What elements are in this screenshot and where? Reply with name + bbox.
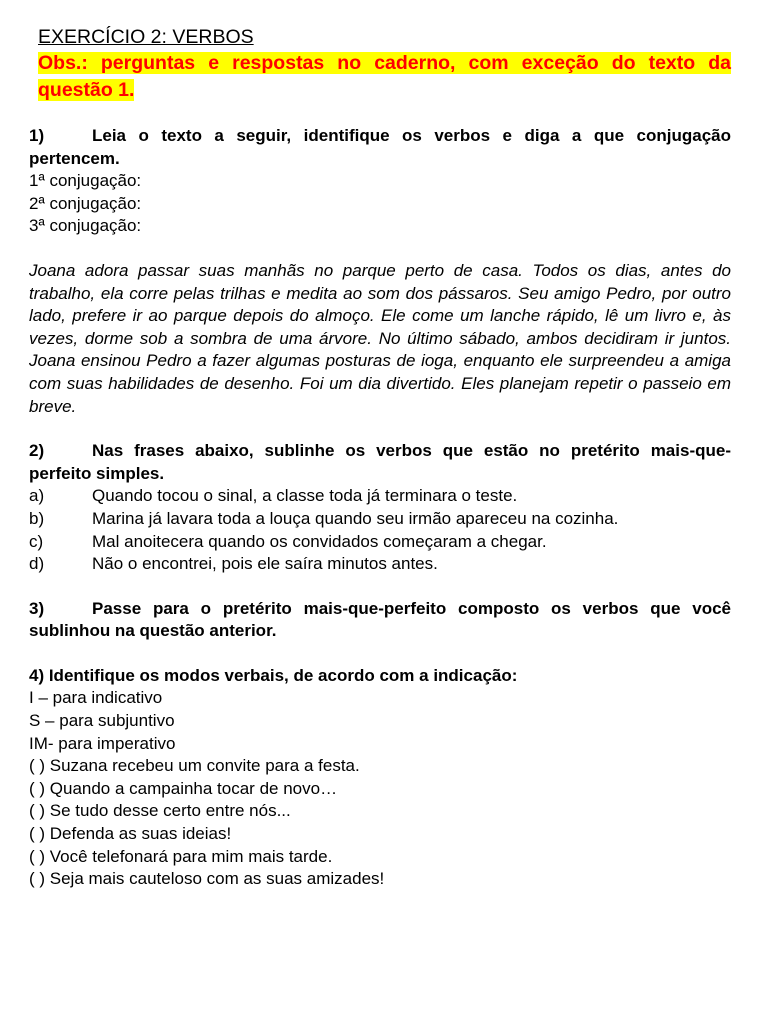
page-title: EXERCÍCIO 2: VERBOS xyxy=(38,26,254,48)
spacer xyxy=(29,418,731,440)
item-label: d) xyxy=(29,554,45,574)
spacer xyxy=(29,238,731,260)
question-2-text: Nas frases abaixo, sublinhe os verbos que estão no pretérito mais-que-perfeito simples. xyxy=(29,441,731,483)
passage-text: Joana adora passar suas manhãs no parque perto de casa. Todos os dias, antes do trabalho, ela corre pelas trilhas e medita ao som dos pássaros. Seu amigo Pedro, por outro lado, prefere ir ao parque depois do almoço. Ele come um lanche rápido, lê um livro e, às vezes, dorme sob a sombra de uma árvore. No último sábado, ambos decidiram ir juntos. Joana ensinou Pedro a fazer algumas posturas de ioga, enquanto ele surpreendeu a amiga com suas habilidades de desenho. Foi um dia divertido. Eles planejam repetir o passeio em breve. xyxy=(29,260,731,416)
question-4-heading: 4) Identifique os modos verbais, de acordo com a indicação: xyxy=(29,665,518,685)
legend-line: I – para indicativo xyxy=(29,688,163,708)
question-1 xyxy=(29,125,731,170)
list-item xyxy=(29,531,731,554)
question-3 xyxy=(29,598,731,643)
question-2-number: 2) xyxy=(29,441,45,461)
item-label: b) xyxy=(29,508,45,528)
item-label: a) xyxy=(29,486,45,506)
spacer xyxy=(29,643,731,665)
legend-line: IM- para imperativo xyxy=(29,733,176,753)
list-item xyxy=(29,508,731,531)
mode-item: ( ) Suzana recebeu um convite para a festa. xyxy=(29,756,360,776)
mode-item: ( ) Seja mais cauteloso com as suas amizades! xyxy=(29,869,385,889)
legend-line: S – para subjuntivo xyxy=(29,711,175,731)
item-text: Marina já lavara toda a louça quando seu irmão apareceu na cozinha. xyxy=(92,508,619,528)
spacer xyxy=(29,103,731,125)
item-text: Quando tocou o sinal, a classe toda já terminara o teste. xyxy=(92,486,518,506)
item-text: Não o encontrei, pois ele saíra minutos antes. xyxy=(92,554,438,574)
mode-item: ( ) Quando a campainha tocar de novo… xyxy=(29,778,338,798)
question-2 xyxy=(29,440,731,485)
mode-item: ( ) Defenda as suas ideias! xyxy=(29,824,232,844)
question-3-text: Passe para o pretérito mais-que-perfeito composto os verbos que você sublinhou na questão anterior. xyxy=(29,598,731,641)
conjugation-line-3: 3ª conjugação: xyxy=(29,216,142,236)
item-text: Mal anoitecera quando os convidados começaram a chegar. xyxy=(92,531,547,551)
mode-item: ( ) Se tudo desse certo entre nós... xyxy=(29,801,291,821)
conjugation-line-1: 1ª conjugação: xyxy=(29,171,142,191)
obs-highlight: Obs.: perguntas e respostas no caderno, com exceção do texto da questão 1. xyxy=(38,52,731,101)
list-item xyxy=(29,553,731,576)
question-1-number: 1) xyxy=(29,126,45,145)
question-1-text: Leia o texto a seguir, identifique os verbos e diga a que conjugação pertencem. xyxy=(29,126,731,168)
list-item xyxy=(29,485,731,508)
mode-item: ( ) Você telefonará para mim mais tarde. xyxy=(29,846,333,866)
spacer xyxy=(29,576,731,598)
conjugation-line-2: 2ª conjugação: xyxy=(29,193,142,213)
question-3-number: 3) xyxy=(29,598,45,618)
obs-note xyxy=(38,50,731,103)
item-label: c) xyxy=(29,531,44,551)
